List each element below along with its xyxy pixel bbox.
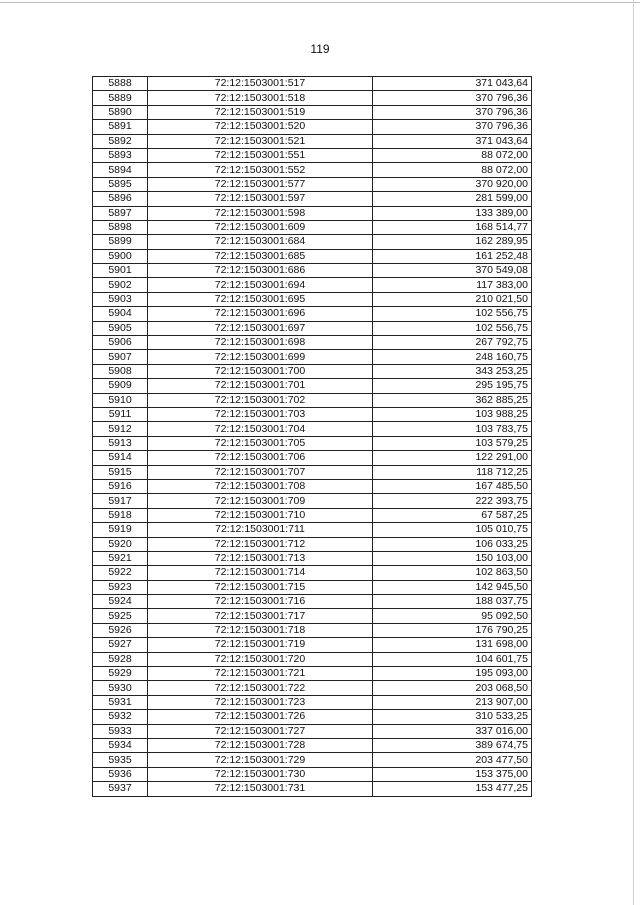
table-row <box>93 321 532 335</box>
row-number-cell: 5894 <box>93 163 148 177</box>
cadastral-number-cell: 72:12:1503001:577 <box>148 177 373 191</box>
value-cell: 106 033,25 <box>373 537 532 551</box>
row-number-cell: 5903 <box>93 292 148 306</box>
row-number-cell: 5920 <box>93 537 148 551</box>
table-row <box>93 537 532 551</box>
row-number-cell: 5932 <box>93 710 148 724</box>
cadastral-number-cell: 72:12:1503001:684 <box>148 235 373 249</box>
row-number-cell: 5893 <box>93 148 148 162</box>
row-number-cell: 5901 <box>93 264 148 278</box>
value-cell: 88 072,00 <box>373 163 532 177</box>
value-cell: 371 043,64 <box>373 77 532 91</box>
value-cell: 168 514,77 <box>373 220 532 234</box>
row-number-cell: 5916 <box>93 479 148 493</box>
value-cell: 67 587,25 <box>373 508 532 522</box>
row-number-cell: 5888 <box>93 77 148 91</box>
table-row <box>93 638 532 652</box>
row-number-cell: 5935 <box>93 753 148 767</box>
value-cell: 161 252,48 <box>373 249 532 263</box>
value-cell: 176 790,25 <box>373 623 532 637</box>
cadastral-number-cell: 72:12:1503001:714 <box>148 566 373 580</box>
row-number-cell: 5895 <box>93 177 148 191</box>
value-cell: 281 599,00 <box>373 192 532 206</box>
table-row <box>93 681 532 695</box>
cadastral-number-cell: 72:12:1503001:708 <box>148 479 373 493</box>
row-number-cell: 5929 <box>93 667 148 681</box>
value-cell: 88 072,00 <box>373 148 532 162</box>
table-row <box>93 364 532 378</box>
table-row <box>93 508 532 522</box>
cadastral-number-cell: 72:12:1503001:686 <box>148 264 373 278</box>
table-row <box>93 350 532 364</box>
cadastral-number-cell: 72:12:1503001:710 <box>148 508 373 522</box>
row-number-cell: 5921 <box>93 551 148 565</box>
cadastral-number-cell: 72:12:1503001:720 <box>148 652 373 666</box>
table-row <box>93 523 532 537</box>
row-number-cell: 5934 <box>93 738 148 752</box>
value-cell: 102 556,75 <box>373 307 532 321</box>
cadastral-number-cell: 72:12:1503001:712 <box>148 537 373 551</box>
cadastral-number-cell: 72:12:1503001:706 <box>148 451 373 465</box>
cadastral-number-cell: 72:12:1503001:521 <box>148 134 373 148</box>
cadastral-number-cell: 72:12:1503001:685 <box>148 249 373 263</box>
table-row <box>93 465 532 479</box>
value-cell: 103 783,75 <box>373 422 532 436</box>
row-number-cell: 5909 <box>93 379 148 393</box>
value-cell: 118 712,25 <box>373 465 532 479</box>
registry-table-body <box>93 77 532 797</box>
row-number-cell: 5911 <box>93 407 148 421</box>
value-cell: 102 863,50 <box>373 566 532 580</box>
value-cell: 103 579,25 <box>373 436 532 450</box>
row-number-cell: 5904 <box>93 307 148 321</box>
row-number-cell: 5889 <box>93 91 148 105</box>
row-number-cell: 5918 <box>93 508 148 522</box>
value-cell: 389 674,75 <box>373 738 532 752</box>
value-cell: 102 556,75 <box>373 321 532 335</box>
cadastral-number-cell: 72:12:1503001:731 <box>148 782 373 796</box>
table-row <box>93 609 532 623</box>
cadastral-number-cell: 72:12:1503001:723 <box>148 695 373 709</box>
row-number-cell: 5898 <box>93 220 148 234</box>
cadastral-number-cell: 72:12:1503001:551 <box>148 148 373 162</box>
row-number-cell: 5906 <box>93 336 148 350</box>
cadastral-number-cell: 72:12:1503001:711 <box>148 523 373 537</box>
table-row <box>93 292 532 306</box>
table-row <box>93 695 532 709</box>
value-cell: 371 043,64 <box>373 134 532 148</box>
value-cell: 188 037,75 <box>373 595 532 609</box>
cadastral-number-cell: 72:12:1503001:518 <box>148 91 373 105</box>
value-cell: 117 383,00 <box>373 278 532 292</box>
row-number-cell: 5902 <box>93 278 148 292</box>
value-cell: 295 195,75 <box>373 379 532 393</box>
cadastral-number-cell: 72:12:1503001:700 <box>148 364 373 378</box>
row-number-cell: 5937 <box>93 782 148 796</box>
cadastral-number-cell: 72:12:1503001:609 <box>148 220 373 234</box>
cadastral-number-cell: 72:12:1503001:520 <box>148 120 373 134</box>
scan-edge-line <box>633 0 634 905</box>
row-number-cell: 5905 <box>93 321 148 335</box>
row-number-cell: 5922 <box>93 566 148 580</box>
row-number-cell: 5896 <box>93 192 148 206</box>
cadastral-number-cell: 72:12:1503001:726 <box>148 710 373 724</box>
value-cell: 248 160,75 <box>373 350 532 364</box>
cadastral-number-cell: 72:12:1503001:727 <box>148 724 373 738</box>
cadastral-number-cell: 72:12:1503001:729 <box>148 753 373 767</box>
cadastral-number-cell: 72:12:1503001:704 <box>148 422 373 436</box>
value-cell: 167 485,50 <box>373 479 532 493</box>
table-row <box>93 307 532 321</box>
value-cell: 370 549,08 <box>373 264 532 278</box>
cadastral-number-cell: 72:12:1503001:721 <box>148 667 373 681</box>
table-row <box>93 120 532 134</box>
cadastral-number-cell: 72:12:1503001:713 <box>148 551 373 565</box>
value-cell: 370 920,00 <box>373 177 532 191</box>
row-number-cell: 5926 <box>93 623 148 637</box>
cadastral-number-cell: 72:12:1503001:699 <box>148 350 373 364</box>
cadastral-number-cell: 72:12:1503001:519 <box>148 105 373 119</box>
row-number-cell: 5908 <box>93 364 148 378</box>
row-number-cell: 5907 <box>93 350 148 364</box>
value-cell: 343 253,25 <box>373 364 532 378</box>
value-cell: 153 477,25 <box>373 782 532 796</box>
cadastral-number-cell: 72:12:1503001:730 <box>148 767 373 781</box>
row-number-cell: 5925 <box>93 609 148 623</box>
table-row <box>93 91 532 105</box>
value-cell: 337 016,00 <box>373 724 532 738</box>
table-row <box>93 580 532 594</box>
cadastral-number-cell: 72:12:1503001:728 <box>148 738 373 752</box>
row-number-cell: 5931 <box>93 695 148 709</box>
row-number-cell: 5910 <box>93 393 148 407</box>
value-cell: 370 796,36 <box>373 91 532 105</box>
row-number-cell: 5933 <box>93 724 148 738</box>
cadastral-number-cell: 72:12:1503001:718 <box>148 623 373 637</box>
table-row <box>93 379 532 393</box>
table-row <box>93 595 532 609</box>
table-row <box>93 551 532 565</box>
row-number-cell: 5930 <box>93 681 148 695</box>
table-row <box>93 782 532 796</box>
table-row <box>93 77 532 91</box>
row-number-cell: 5892 <box>93 134 148 148</box>
row-number-cell: 5913 <box>93 436 148 450</box>
cadastral-number-cell: 72:12:1503001:552 <box>148 163 373 177</box>
cadastral-number-cell: 72:12:1503001:715 <box>148 580 373 594</box>
cadastral-number-cell: 72:12:1503001:696 <box>148 307 373 321</box>
page-number: 119 <box>310 42 330 56</box>
value-cell: 203 477,50 <box>373 753 532 767</box>
value-cell: 131 698,00 <box>373 638 532 652</box>
table-row <box>93 566 532 580</box>
value-cell: 210 021,50 <box>373 292 532 306</box>
table-row <box>93 667 532 681</box>
row-number-cell: 5915 <box>93 465 148 479</box>
value-cell: 103 988,25 <box>373 407 532 421</box>
table-row <box>93 163 532 177</box>
table-row <box>93 105 532 119</box>
table-row <box>93 753 532 767</box>
value-cell: 213 907,00 <box>373 695 532 709</box>
table-row <box>93 710 532 724</box>
table-row <box>93 623 532 637</box>
cadastral-number-cell: 72:12:1503001:702 <box>148 393 373 407</box>
value-cell: 122 291,00 <box>373 451 532 465</box>
table-row <box>93 393 532 407</box>
cadastral-number-cell: 72:12:1503001:694 <box>148 278 373 292</box>
value-cell: 162 289,95 <box>373 235 532 249</box>
table-row <box>93 235 532 249</box>
value-cell: 142 945,50 <box>373 580 532 594</box>
value-cell: 222 393,75 <box>373 494 532 508</box>
value-cell: 370 796,36 <box>373 120 532 134</box>
row-number-cell: 5900 <box>93 249 148 263</box>
table-row <box>93 407 532 421</box>
row-number-cell: 5923 <box>93 580 148 594</box>
cadastral-number-cell: 72:12:1503001:698 <box>148 336 373 350</box>
scan-edge-line <box>0 2 640 3</box>
cadastral-number-cell: 72:12:1503001:717 <box>148 609 373 623</box>
table-row <box>93 278 532 292</box>
row-number-cell: 5927 <box>93 638 148 652</box>
table-row <box>93 206 532 220</box>
table-row <box>93 436 532 450</box>
cadastral-number-cell: 72:12:1503001:517 <box>148 77 373 91</box>
value-cell: 362 885,25 <box>373 393 532 407</box>
table-row <box>93 177 532 191</box>
cadastral-number-cell: 72:12:1503001:703 <box>148 407 373 421</box>
table-row <box>93 494 532 508</box>
table-row <box>93 134 532 148</box>
cadastral-number-cell: 72:12:1503001:697 <box>148 321 373 335</box>
cadastral-number-cell: 72:12:1503001:716 <box>148 595 373 609</box>
value-cell: 95 092,50 <box>373 609 532 623</box>
cadastral-number-cell: 72:12:1503001:705 <box>148 436 373 450</box>
table-row <box>93 479 532 493</box>
table-row <box>93 264 532 278</box>
table-row <box>93 451 532 465</box>
value-cell: 203 068,50 <box>373 681 532 695</box>
row-number-cell: 5912 <box>93 422 148 436</box>
cadastral-number-cell: 72:12:1503001:598 <box>148 206 373 220</box>
table-row <box>93 336 532 350</box>
table-row <box>93 724 532 738</box>
value-cell: 104 601,75 <box>373 652 532 666</box>
table-row <box>93 148 532 162</box>
table-row <box>93 192 532 206</box>
row-number-cell: 5924 <box>93 595 148 609</box>
registry-table <box>92 76 532 797</box>
value-cell: 310 533,25 <box>373 710 532 724</box>
row-number-cell: 5914 <box>93 451 148 465</box>
cadastral-number-cell: 72:12:1503001:709 <box>148 494 373 508</box>
row-number-cell: 5928 <box>93 652 148 666</box>
table-row <box>93 738 532 752</box>
row-number-cell: 5899 <box>93 235 148 249</box>
table-row <box>93 249 532 263</box>
table-row <box>93 220 532 234</box>
value-cell: 133 389,00 <box>373 206 532 220</box>
cadastral-number-cell: 72:12:1503001:707 <box>148 465 373 479</box>
cadastral-number-cell: 72:12:1503001:597 <box>148 192 373 206</box>
row-number-cell: 5919 <box>93 523 148 537</box>
value-cell: 153 375,00 <box>373 767 532 781</box>
value-cell: 105 010,75 <box>373 523 532 537</box>
value-cell: 370 796,36 <box>373 105 532 119</box>
cadastral-number-cell: 72:12:1503001:701 <box>148 379 373 393</box>
table-row <box>93 422 532 436</box>
value-cell: 267 792,75 <box>373 336 532 350</box>
row-number-cell: 5890 <box>93 105 148 119</box>
cadastral-number-cell: 72:12:1503001:695 <box>148 292 373 306</box>
cadastral-number-cell: 72:12:1503001:722 <box>148 681 373 695</box>
cadastral-number-cell: 72:12:1503001:719 <box>148 638 373 652</box>
row-number-cell: 5917 <box>93 494 148 508</box>
value-cell: 150 103,00 <box>373 551 532 565</box>
table-row <box>93 767 532 781</box>
row-number-cell: 5891 <box>93 120 148 134</box>
row-number-cell: 5936 <box>93 767 148 781</box>
value-cell: 195 093,00 <box>373 667 532 681</box>
row-number-cell: 5897 <box>93 206 148 220</box>
table-row <box>93 652 532 666</box>
